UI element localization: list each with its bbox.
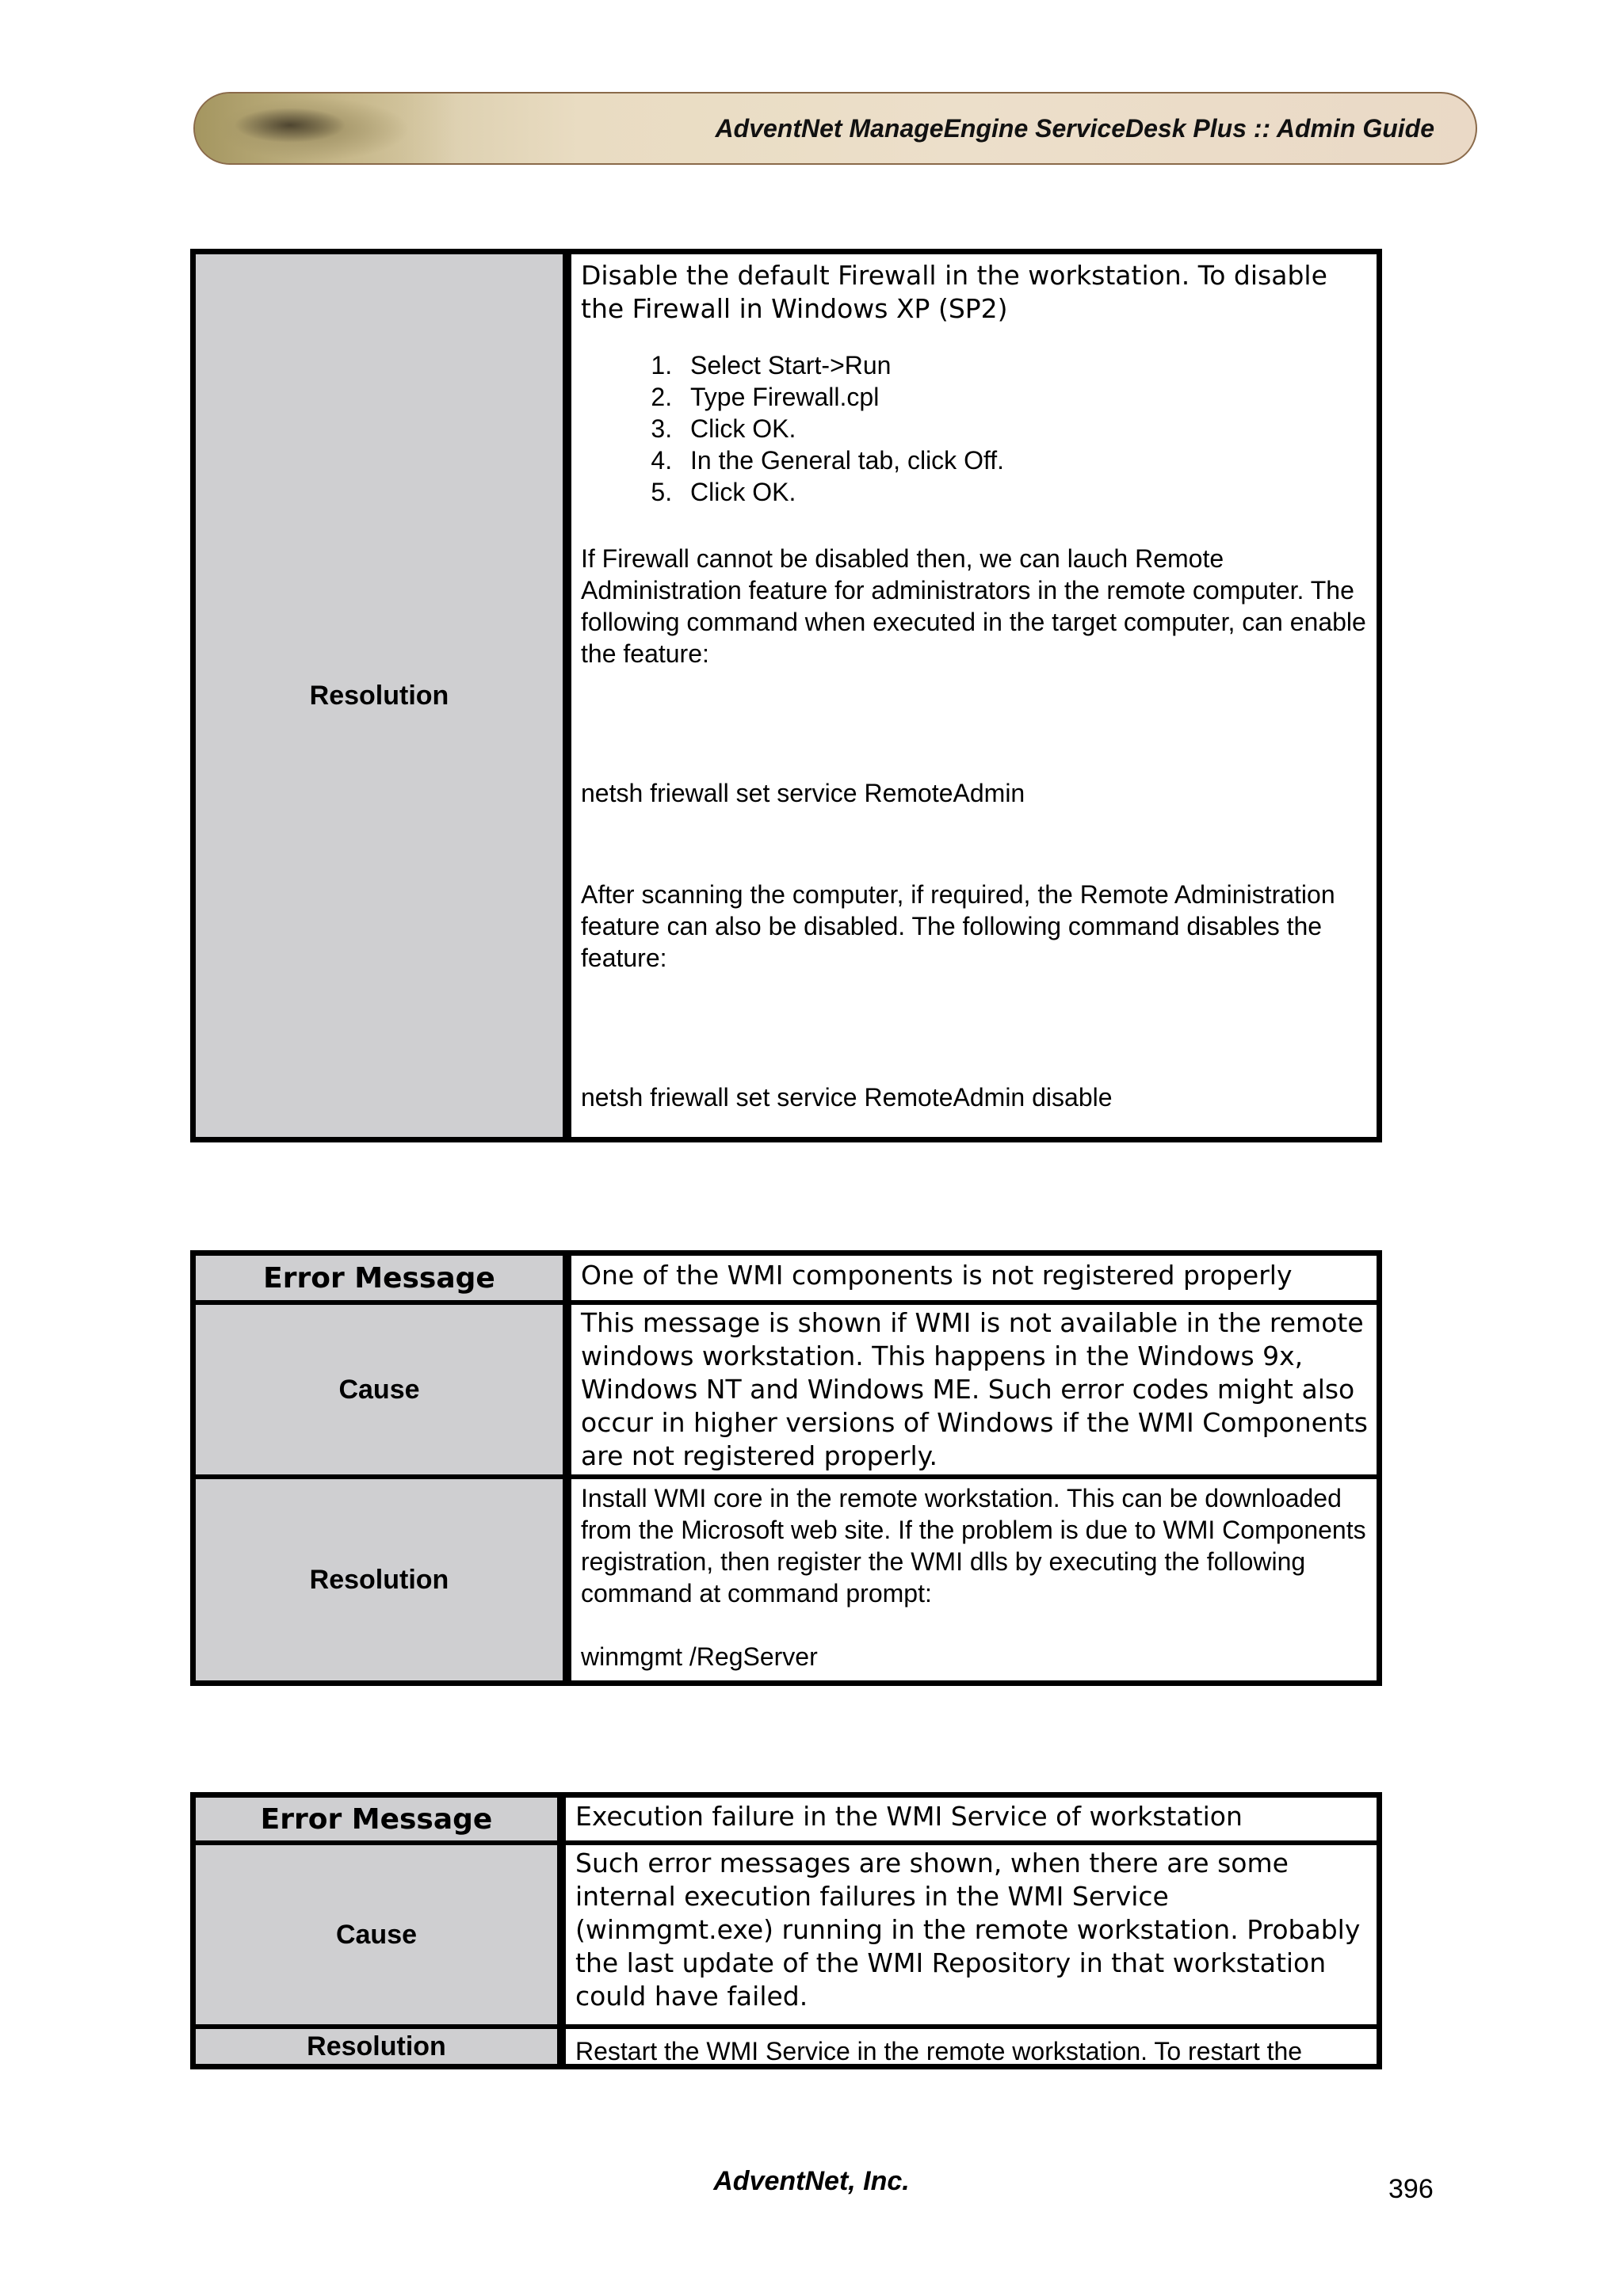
footer-company: AdventNet, Inc. [713, 2166, 910, 2196]
error-message-text: One of the WMI components is not registered properly [571, 1256, 1377, 1300]
table-row [196, 254, 1377, 1137]
header-banner [193, 92, 1477, 165]
list-item: 5. Click OK. [679, 476, 1369, 508]
cause-label: Cause [196, 1845, 557, 2024]
cause-label: Cause [196, 1305, 563, 1474]
cause-text: Such error messages are shown, when there are some internal execution failures in the WMI Service (winmgmt.exe) running in the remote workstation. Probably the last update of the WMI Repository in that workstation could have failed. [566, 1845, 1377, 2024]
error-message-text: Execution failure in the WMI Service of workstation [566, 1798, 1377, 1840]
page-number: 396 [1388, 2174, 1434, 2204]
cause-text: This message is shown if WMI is not available in the remote windows workstation. This happens in the Windows 9x, Windows NT and Windows ME. Such error codes might also occur in higher versions of Windows if the WMI Components are not registered properly. [571, 1305, 1377, 1474]
error-message-label: Error Message [196, 1256, 563, 1300]
table-row [196, 1305, 1377, 1474]
list-item: 2. Type Firewall.cpl [679, 381, 1369, 413]
row-label-resolution: Resolution [196, 254, 563, 1137]
list-item: 1. Select Start->Run [679, 349, 1369, 381]
resolution-label: Resolution [196, 1479, 563, 1680]
enable-command: netsh friewall set service RemoteAdmin [581, 779, 1025, 807]
guide-title: AdventNet ManageEngine ServiceDesk Plus :: Admin Guide [715, 114, 1434, 143]
resolution-label: Resolution [196, 2029, 557, 2064]
remote-admin-paragraph: If Firewall cannot be disabled then, we can lauch Remote Administration feature for administrators in the remote computer. The following command when executed in the target computer, can enable the feature: [581, 544, 1366, 668]
table-row [196, 2029, 1377, 2064]
disable-paragraph: After scanning the computer, if required, the Remote Administration feature can also be disabled. The following command disables the feature: [581, 880, 1335, 972]
firewall-steps [581, 349, 1369, 508]
resolution-command: winmgmt /RegServer [581, 1642, 818, 1671]
error-table-wmi-registration [190, 1250, 1382, 1686]
table-row [196, 1845, 1377, 2024]
resolution-content [571, 254, 1377, 1137]
error-message-label: Error Message [196, 1798, 557, 1840]
disable-command: netsh friewall set service RemoteAdmin disable [581, 1083, 1113, 1112]
list-item: 4. In the General tab, click Off. [679, 444, 1369, 476]
resolution-text: Restart the WMI Service in the remote workstation. To restart the [566, 2029, 1377, 2064]
resolution-content [571, 1479, 1377, 1680]
table-row [196, 1798, 1377, 1840]
table-row [196, 1479, 1377, 1680]
error-table-wmi-execution [190, 1792, 1382, 2069]
firewall-intro: Disable the default Firewall in the workstation. To disable the Firewall in Windows XP (SP2) [581, 260, 1327, 324]
table-row [196, 1256, 1377, 1300]
banner-decoration [195, 93, 456, 163]
resolution-text: Install WMI core in the remote workstation. This can be downloaded from the Microsoft web site. If the problem is due to WMI Components registration, then register the WMI dlls by executing the following command at command prompt: [581, 1484, 1366, 1608]
resolution-table-firewall [190, 249, 1382, 1142]
list-item: 3. Click OK. [679, 413, 1369, 444]
